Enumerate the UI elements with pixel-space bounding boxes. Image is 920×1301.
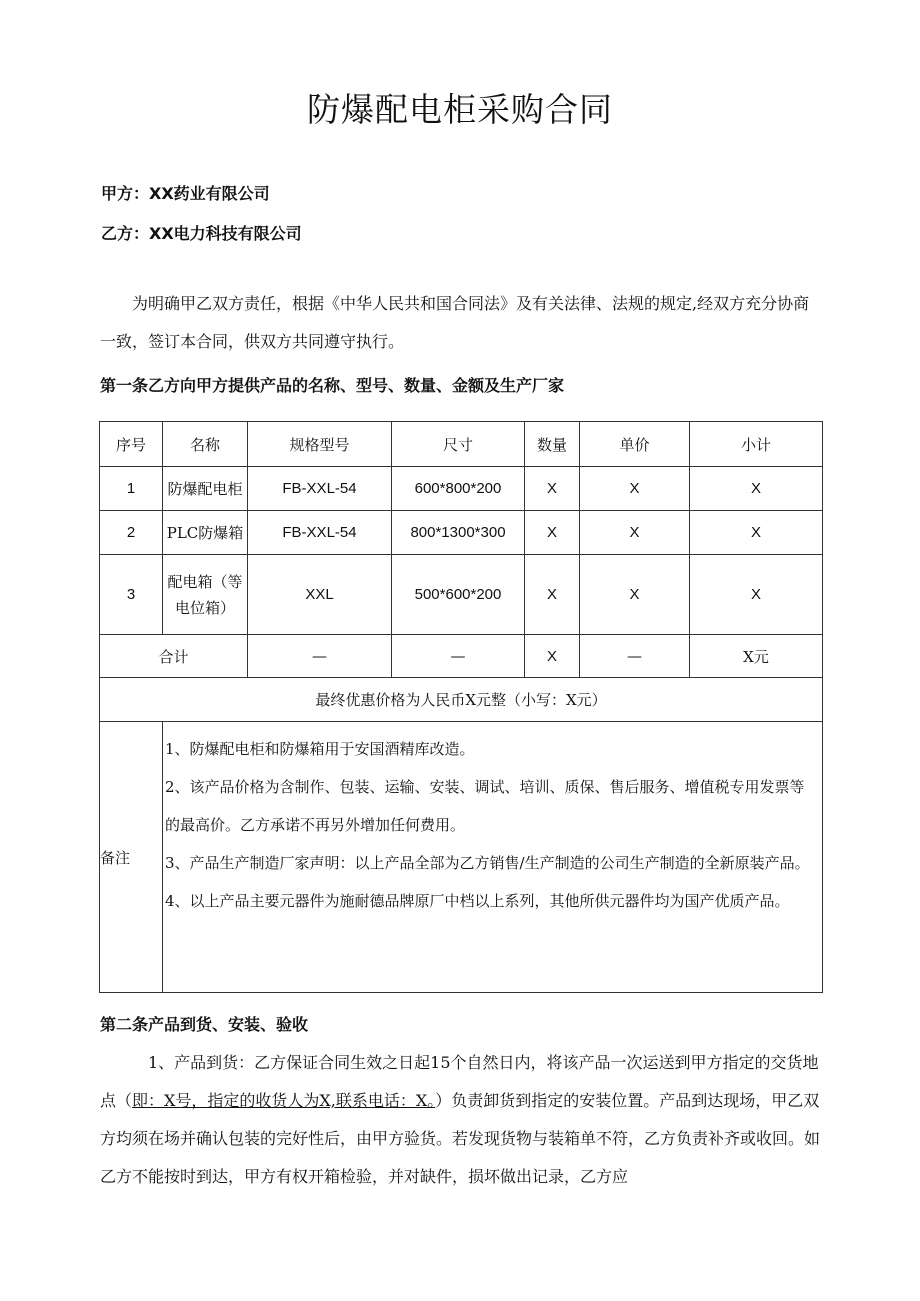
total-label: 合计 (100, 635, 248, 678)
article2-text: 1、产品到货：乙方保证合同生效之日起15个自然日内，将该产品一次运送到甲方指定的交货地点（ (100, 1053, 819, 1110)
note-item: 4、以上产品主要元器件为施耐德品牌原厂中档以上系列，其他所供元器件均为国产优质产品。 (165, 892, 790, 910)
remark-label: 备注 (100, 722, 163, 993)
table-row (100, 511, 823, 555)
header-cell: 单价 (580, 422, 690, 467)
party-b: 乙方：XX电力科技有限公司 (101, 224, 302, 243)
article2-paragraph (100, 1044, 822, 1196)
table-cell: X (580, 511, 690, 555)
table-cell: PLC防爆箱 (163, 511, 248, 555)
table-cell: X (690, 555, 823, 635)
table-cell: 3 (100, 555, 163, 635)
table-cell: X (525, 511, 580, 555)
product-table (99, 421, 823, 993)
remark-notes (163, 722, 823, 993)
table-cell: XXL (248, 555, 392, 635)
table-cell: 500*600*200 (392, 555, 525, 635)
table-cell: 2 (100, 511, 163, 555)
table-total-row (100, 635, 823, 678)
table-row (100, 467, 823, 511)
article2-heading: 第二条产品到货、安装、验收 (100, 1015, 309, 1034)
table-cell: X (525, 467, 580, 511)
table-header-row (100, 422, 823, 467)
table-cell: 防爆配电柜 (163, 467, 248, 511)
table-cell: X (525, 635, 580, 678)
table-cell: FB-XXL-54 (248, 467, 392, 511)
table-cell: 600*800*200 (392, 467, 525, 511)
note-item: 3、产品生产制造厂家声明：以上产品全部为乙方销售/生产制造的公司生产制造的全新原装产品。 (165, 854, 810, 872)
table-cell: — (580, 635, 690, 678)
table-row (100, 555, 823, 635)
header-cell: 序号 (100, 422, 163, 467)
header-cell: 尺寸 (392, 422, 525, 467)
header-cell: 数量 (525, 422, 580, 467)
table-cell: X (690, 467, 823, 511)
intro-paragraph: 为明确甲乙双方责任，根据《中华人民共和国合同法》及有关法律、法规的规定,经双方充分协商一致，签订本合同，供双方共同遵守执行。 (100, 294, 810, 351)
table-cell: 配电箱（等电位箱） (163, 555, 248, 635)
header-cell: 小计 (690, 422, 823, 467)
table-cell: — (248, 635, 392, 678)
table-cell: 1 (100, 467, 163, 511)
final-price-row (100, 678, 823, 722)
note-item: 2、该产品价格为含制作、包装、运输、安装、调试、培训、质保、售后服务、增值税专用发票等的最高价。乙方承诺不再另外增加任何费用。 (165, 778, 805, 834)
table-cell: X (525, 555, 580, 635)
table-cell: X (690, 511, 823, 555)
header-cell: 名称 (163, 422, 248, 467)
header-cell: 规格型号 (248, 422, 392, 467)
party-a: 甲方：XX药业有限公司 (101, 184, 270, 203)
table-cell: FB-XXL-54 (248, 511, 392, 555)
delivery-address: 即：X号，指定的收货人为X,联系电话：X。 (132, 1091, 436, 1110)
remarks-row (100, 722, 823, 993)
contract-title: 防爆配电柜采购合同 (307, 90, 613, 129)
table-cell: — (392, 635, 525, 678)
article1-heading: 第一条乙方向甲方提供产品的名称、型号、数量、金额及生产厂家 (100, 376, 565, 395)
note-item: 1、防爆配电柜和防爆箱用于安国酒精库改造。 (165, 740, 475, 758)
table-cell: X (580, 555, 690, 635)
final-price: 最终优惠价格为人民币X元整（小写：X元） (100, 678, 823, 722)
table-cell: 800*1300*300 (392, 511, 525, 555)
article2-text: ）负责卸货到指定的安装位置。产品到达现场，甲乙双方均须在场并确认包装的完好性后，由甲方验货。若发现货物与装箱单不符，乙方负责补齐或收回。如乙方不能按时到达，甲方有权开箱检验，并对缺件，损坏做出记录，乙方应 (100, 1091, 821, 1186)
total-amount: X元 (690, 635, 823, 678)
table-cell: X (580, 467, 690, 511)
